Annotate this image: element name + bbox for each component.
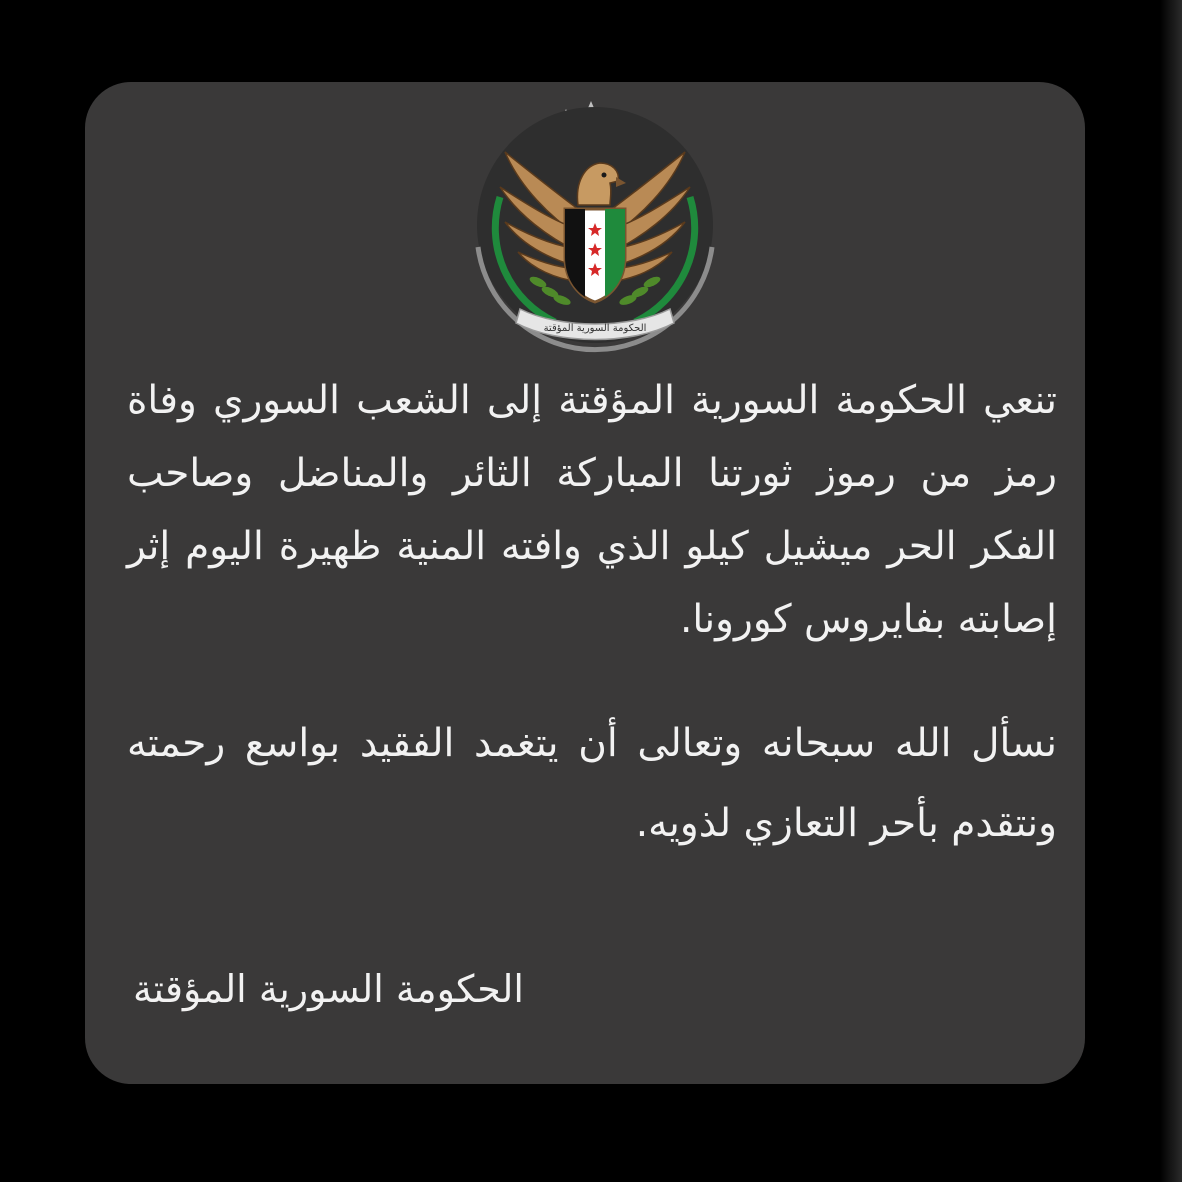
announcement-card xyxy=(85,82,1085,1084)
announcement-paragraph-2: نسأل الله سبحانه وتعالى أن يتغمد الفقيد بواسع رحمته ونتقدم بأحر التعازي لذويه. xyxy=(127,721,1057,846)
government-emblem-icon xyxy=(460,97,730,357)
edge-shadow xyxy=(1160,0,1182,1182)
emblem-ribbon-text: الحكومة السورية المؤقتة xyxy=(543,323,647,334)
announcement-paragraph-1: تنعي الحكومة السورية المؤقتة إلى الشعب السوري وفاة رمز من رموز ثورتنا المباركة الثائر والمناضل وصاحب الفكر الحر ميشيل كيلو الذي وافته المنية ظهيرة اليوم إثر إصابته بفايروس كورونا. xyxy=(127,378,1057,642)
announcement-signature: الحكومة السورية المؤقتة xyxy=(133,967,524,1011)
